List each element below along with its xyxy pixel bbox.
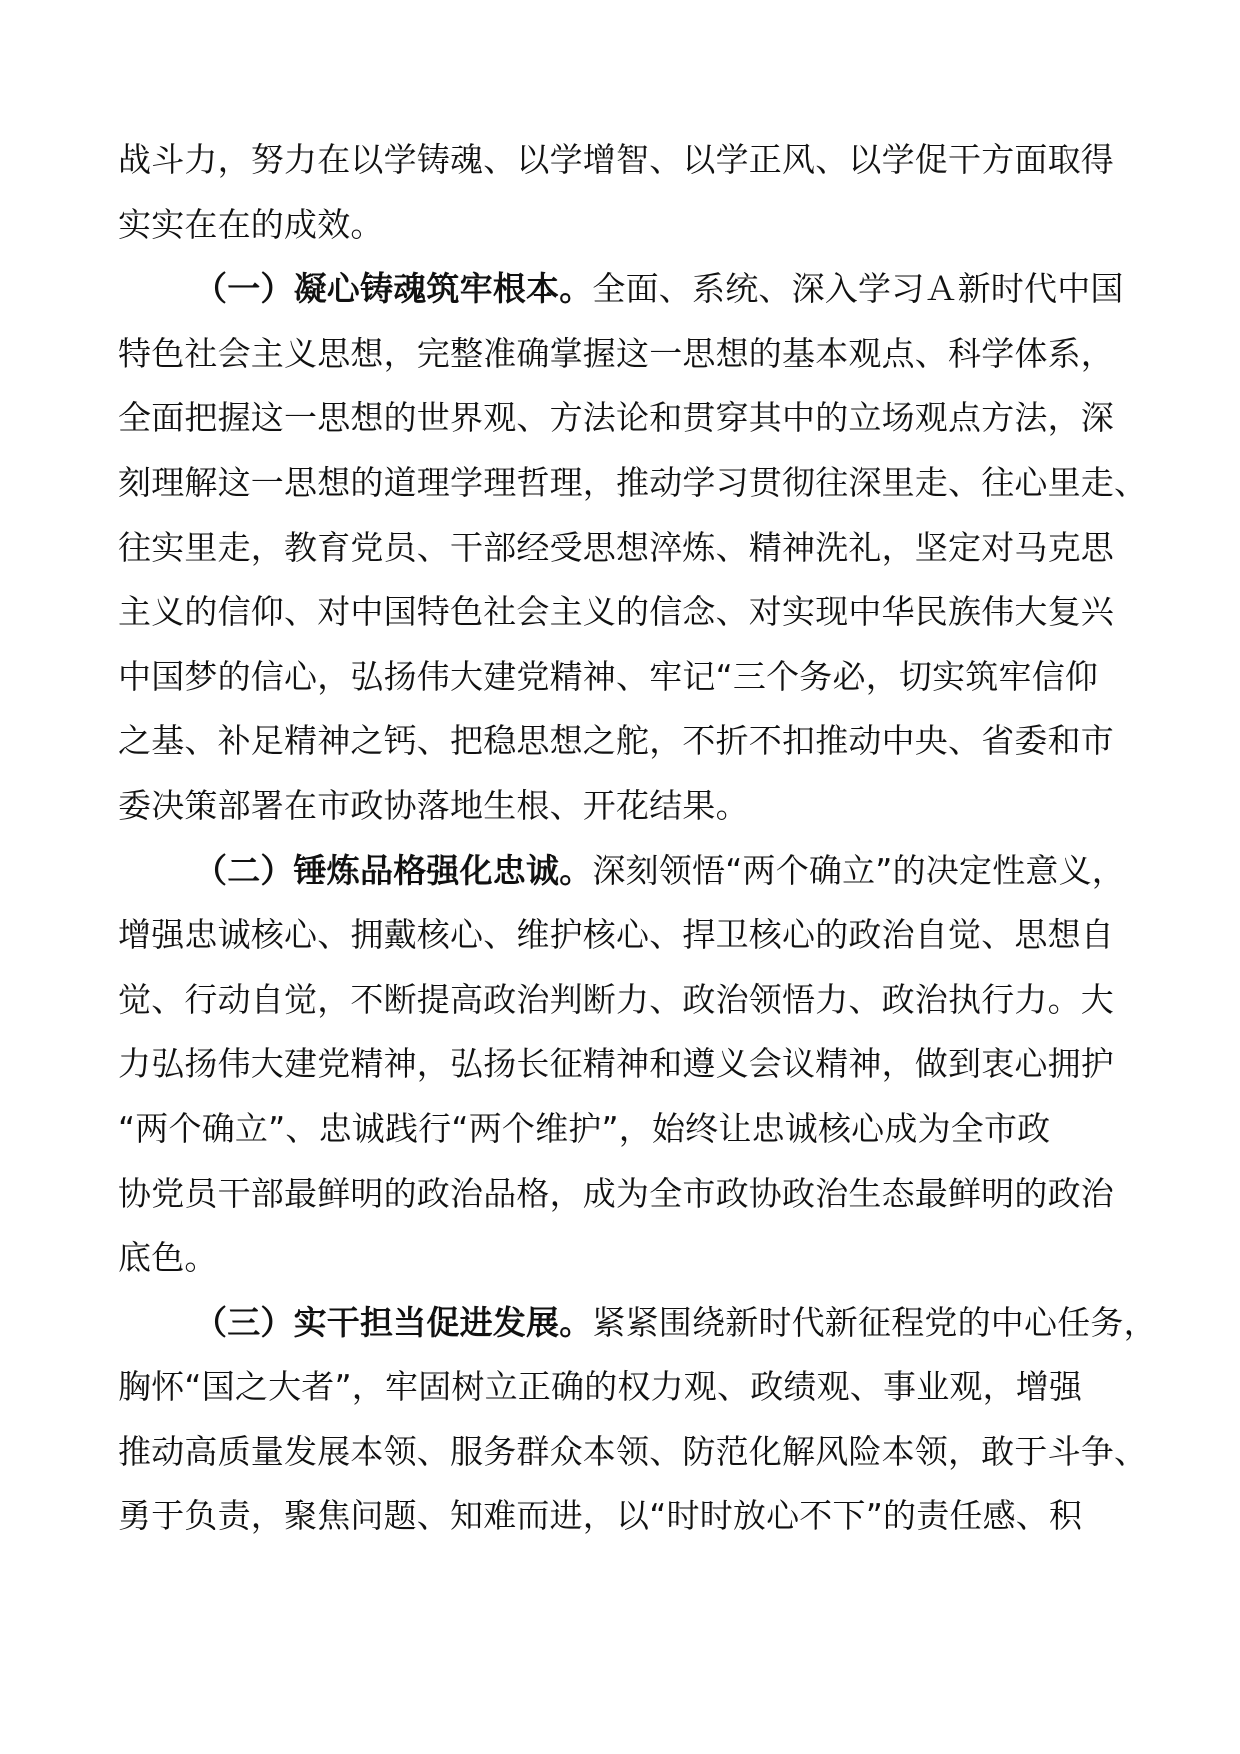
text-line bbox=[118, 1097, 1128, 1162]
text-line bbox=[118, 774, 1128, 839]
text-line bbox=[118, 386, 1128, 451]
line-text: 协党员干部最鲜明的政治品格，成为全市政协政治生态最鲜明的政治 bbox=[118, 1173, 1114, 1213]
line-text: 全面把握这一思想的世界观、方法论和贯穿其中的立场观点方法，深 bbox=[118, 398, 1114, 438]
text-line bbox=[118, 1420, 1148, 1485]
text-line bbox=[118, 193, 1128, 258]
text-line bbox=[118, 1162, 1128, 1227]
section-heading: （一）凝心铸魂筑牢根本。 bbox=[194, 269, 593, 309]
line-text: 胸怀“国之大者”，牢固树立正确的权力观、政绩观、事业观，增强 bbox=[118, 1367, 1083, 1407]
line-text: 增强忠诚核心、拥戴核心、维护核心、捍卫核心的政治自觉、思想自 bbox=[118, 915, 1114, 955]
text-line bbox=[118, 451, 1148, 516]
section-heading-line bbox=[118, 839, 1128, 904]
text-line bbox=[118, 645, 1128, 710]
text-line bbox=[118, 968, 1128, 1033]
section-heading: （三）实干担当促进发展。 bbox=[194, 1302, 593, 1342]
line-text: 紧紧围绕新时代新征程党的中心任务， bbox=[592, 1302, 1157, 1342]
line-text: 委决策部署在市政协落地生根、开花结果。 bbox=[118, 785, 749, 825]
line-text: 中国梦的信心，弘扬伟大建党精神、牢记“三个务必，切实筑牢信仰 bbox=[118, 656, 1099, 696]
text-line bbox=[118, 903, 1128, 968]
line-text: 特色社会主义思想，完整准确掌握这一思想的基本观点、科学体系， bbox=[118, 333, 1114, 373]
section-heading-line bbox=[118, 257, 1128, 322]
line-text: 战斗力，努力在以学铸魂、以学增智、以学正风、以学促干方面取得 bbox=[118, 140, 1114, 179]
line-text: 推动高质量发展本领、服务群众本领、防范化解风险本领，敢于斗争、 bbox=[118, 1431, 1148, 1471]
line-text: 全面、系统、深入学习Ａ新时代中国 bbox=[592, 269, 1124, 309]
line-text: 觉、行动自觉，不断提高政治判断力、政治领悟力、政治执行力。大 bbox=[118, 979, 1114, 1019]
section-heading: （二）锤炼品格强化忠诚。 bbox=[194, 850, 593, 890]
section-heading-line bbox=[118, 1291, 1157, 1356]
text-line bbox=[118, 128, 1128, 193]
line-text: 主义的信仰、对中国特色社会主义的信念、对实现中华民族伟大复兴 bbox=[118, 592, 1114, 632]
text-line bbox=[118, 516, 1128, 581]
text-line bbox=[118, 1226, 1128, 1291]
line-text: 实实在在的成效。 bbox=[118, 204, 384, 244]
text-line bbox=[118, 580, 1128, 645]
line-text: 往实里走，教育党员、干部经受思想淬炼、精神洗礼，坚定对马克思 bbox=[118, 527, 1114, 567]
line-text: 力弘扬伟大建党精神，弘扬长征精神和遵义会议精神，做到衷心拥护 bbox=[118, 1044, 1114, 1084]
text-line bbox=[118, 1032, 1128, 1097]
line-text: 底色。 bbox=[118, 1238, 218, 1278]
line-text: 之基、补足精神之钙、把稳思想之舵，不折不扣推动中央、省委和市 bbox=[118, 721, 1114, 761]
line-text: 深刻领悟“两个确立”的决定性意义， bbox=[592, 850, 1125, 890]
text-line bbox=[118, 1484, 1128, 1549]
document-body bbox=[118, 128, 1157, 1549]
text-line bbox=[118, 322, 1128, 387]
line-text: 勇于负责，聚焦问题、知难而进，以“时时放心不下”的责任感、积 bbox=[118, 1496, 1083, 1536]
line-text: “两个确立”、忠诚践行“两个维护”，始终让忠诚核心成为全市政 bbox=[118, 1108, 1051, 1148]
line-text: 刻理解这一思想的道理学理哲理，推动学习贯彻往深里走、往心里走、 bbox=[118, 462, 1148, 502]
text-line bbox=[118, 1355, 1128, 1420]
text-line bbox=[118, 709, 1128, 774]
